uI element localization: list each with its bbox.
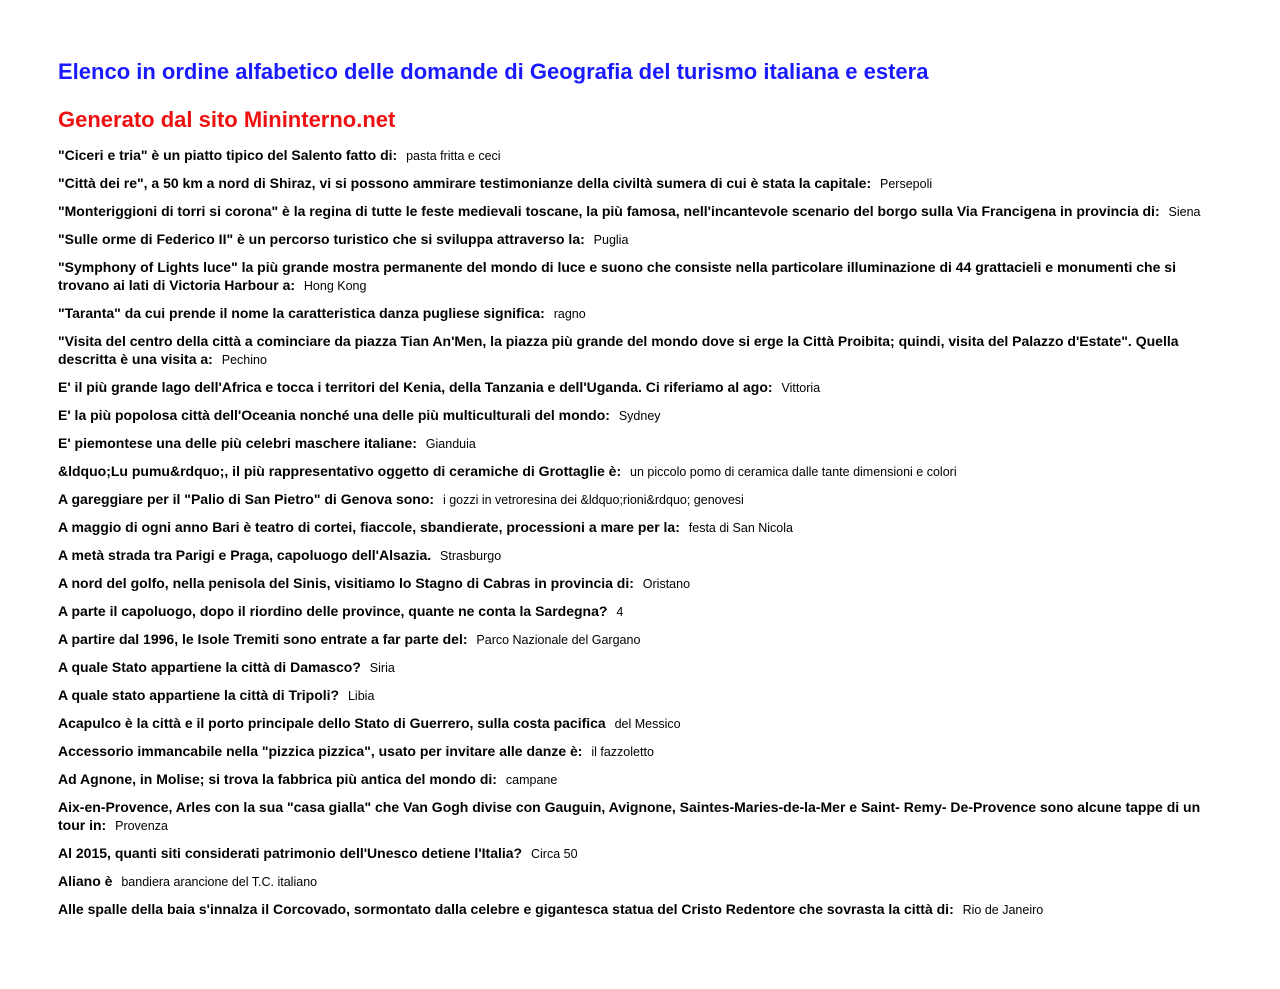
- list-item: [58, 602, 1222, 621]
- question-text: "Symphony of Lights luce" la più grande mostra permanente del mondo di luce e suono che consiste nella particolare illuminazione di 44 grattacieli e monumenti che si trovano ai lati di Victoria Harbour a:: [58, 259, 1176, 293]
- question-text: A parte il capoluogo, dopo il riordino delle province, quante ne conta la Sardegna?: [58, 603, 608, 619]
- answer-text: un piccolo pomo di ceramica dalle tante dimensioni e colori: [630, 465, 957, 479]
- question-text: "Città dei re", a 50 km a nord di Shiraz, vi si possono ammirare testimonianze della civiltà sumera di cui è stata la capitale:: [58, 175, 872, 191]
- list-item: [58, 146, 1222, 165]
- answer-text: Rio de Janeiro: [962, 903, 1044, 917]
- question-text: E' piemontese una delle più celebri maschere italiane:: [58, 435, 417, 451]
- list-item: [58, 714, 1222, 733]
- question-text: &ldquo;Lu pumu&rdquo;, il più rappresentativo oggetto di ceramiche di Grottaglie è:: [58, 463, 622, 479]
- answer-text: Siena: [1168, 205, 1201, 219]
- list-item: [58, 798, 1222, 835]
- question-text: Alle spalle della baia s'innalza il Corcovado, sormontato dalla celebre e gigantesca statua del Cristo Redentore che sovrasta la città di:: [58, 901, 954, 917]
- question-text: "Ciceri e tria" è un piatto tipico del Salento fatto di:: [58, 147, 398, 163]
- question-text: E' la più popolosa città dell'Oceania nonché una delle più multiculturali del mondo:: [58, 407, 610, 423]
- answer-text: 4: [616, 605, 624, 619]
- list-item: [58, 844, 1222, 863]
- list-item: [58, 332, 1222, 369]
- question-text: Accessorio immancabile nella "pizzica pizzica", usato per invitare alle danze è:: [58, 743, 583, 759]
- answer-text: Parco Nazionale del Gargano: [476, 633, 641, 647]
- question-list: [58, 146, 1222, 919]
- answer-text: Oristano: [642, 577, 691, 591]
- answer-text: del Messico: [614, 717, 681, 731]
- list-item: [58, 518, 1222, 537]
- question-text: A partire dal 1996, le Isole Tremiti sono entrate a far parte del:: [58, 631, 468, 647]
- list-item: [58, 490, 1222, 509]
- question-text: A nord del golfo, nella penisola del Sinis, visitiamo lo Stagno di Cabras in provincia di:: [58, 575, 634, 591]
- question-text: Al 2015, quanti siti considerati patrimonio dell'Unesco detiene l'Italia?: [58, 845, 523, 861]
- question-text: A maggio di ogni anno Bari è teatro di cortei, fiaccole, sbandierate, processioni a mare per la:: [58, 519, 680, 535]
- list-item: [58, 574, 1222, 593]
- answer-text: ragno: [553, 307, 586, 321]
- list-item: [58, 742, 1222, 761]
- list-item: [58, 304, 1222, 323]
- answer-text: Strasburgo: [440, 549, 502, 563]
- answer-text: Hong Kong: [303, 279, 367, 293]
- list-item: [58, 462, 1222, 481]
- list-item: [58, 872, 1222, 891]
- list-item: [58, 546, 1222, 565]
- list-item: [58, 686, 1222, 705]
- answer-text: Sydney: [618, 409, 661, 423]
- list-item: [58, 434, 1222, 453]
- answer-text: il fazzoletto: [591, 745, 654, 759]
- list-item: [58, 258, 1222, 295]
- answer-text: Vittoria: [781, 381, 821, 395]
- question-text: "Sulle orme di Federico II" è un percorso turistico che si sviluppa attraverso la:: [58, 231, 585, 247]
- list-item: [58, 658, 1222, 677]
- answer-text: festa di San Nicola: [688, 521, 793, 535]
- question-text: Ad Agnone, in Molise; si trova la fabbrica più antica del mondo di:: [58, 771, 497, 787]
- answer-text: campane: [505, 773, 558, 787]
- page-subtitle: Generato dal sito Mininterno.net: [58, 107, 396, 132]
- question-text: A gareggiare per il "Palio di San Pietro" di Genova sono:: [58, 491, 435, 507]
- question-text: A quale Stato appartiene la città di Damasco?: [58, 659, 361, 675]
- list-item: [58, 630, 1222, 649]
- answer-text: Persepoli: [880, 177, 933, 191]
- list-item: [58, 378, 1222, 397]
- question-text: Acapulco è la città e il porto principale dello Stato di Guerrero, sulla costa pacifica: [58, 715, 606, 731]
- list-item: [58, 202, 1222, 221]
- answer-text: bandiera arancione del T.C. italiano: [121, 875, 318, 889]
- question-text: A metà strada tra Parigi e Praga, capoluogo dell'Alsazia.: [58, 547, 432, 563]
- question-text: A quale stato appartiene la città di Tripoli?: [58, 687, 340, 703]
- answer-text: pasta fritta e ceci: [406, 149, 501, 163]
- question-text: Aliano è: [58, 873, 113, 889]
- answer-text: Gianduia: [425, 437, 476, 451]
- question-text: "Monteriggioni di torri si corona" è la regina di tutte le feste medievali toscane, la più famosa, nell'incantevole scenario del borgo sulla Via Francigena in provincia di:: [58, 203, 1160, 219]
- answer-text: Siria: [369, 661, 395, 675]
- question-text: Aix-en-Provence, Arles con la sua "casa gialla" che Van Gogh divise con Gauguin, Avignone, Saintes-Maries-de-la-Mer e Saint- Remy- De-Provence sono alcune tappe di un tour in:: [58, 799, 1201, 833]
- list-item: [58, 900, 1222, 919]
- page-title: Elenco in ordine alfabetico delle domande di Geografia del turismo italiana e estera: [58, 59, 929, 84]
- answer-text: Libia: [347, 689, 375, 703]
- answer-text: i gozzi in vetroresina dei &ldquo;rioni&rdquo; genovesi: [442, 493, 744, 507]
- list-item: [58, 230, 1222, 249]
- question-text: "Visita del centro della città a cominciare da piazza Tian An'Men, la piazza più grande del mondo dove si erge la Città Proibita; quindi, visita del Palazzo d'Estate". Quella descritta è una visita a:: [58, 333, 1179, 367]
- list-item: [58, 406, 1222, 425]
- answer-text: Pechino: [221, 353, 267, 367]
- answer-text: Provenza: [115, 819, 168, 833]
- answer-text: Circa 50: [531, 847, 578, 861]
- list-item: [58, 770, 1222, 789]
- list-item: [58, 174, 1222, 193]
- answer-text: Puglia: [593, 233, 629, 247]
- question-text: "Taranta" da cui prende il nome la caratteristica danza pugliese significa:: [58, 305, 545, 321]
- question-text: E' il più grande lago dell'Africa e tocca i territori del Kenia, della Tanzania e dell'Uganda. Ci riferiamo al ago:: [58, 379, 773, 395]
